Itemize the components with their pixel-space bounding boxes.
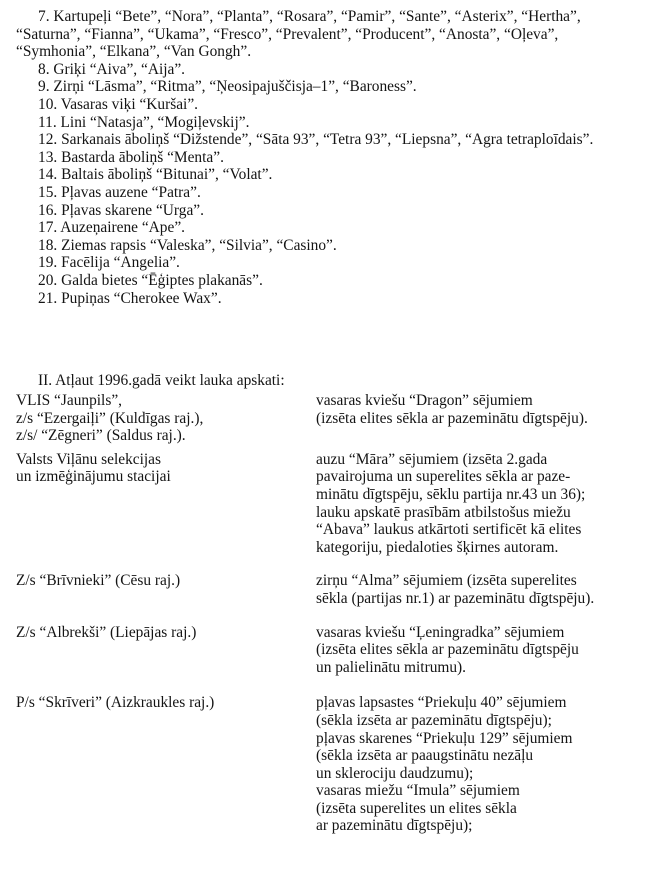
- farm-line: z/s/ “Zēgneri” (Saldus raj.).: [16, 427, 186, 445]
- list-item: 11. Lini “Natasja”, “Mogiļevskij”.: [38, 113, 250, 131]
- crop-line: sēkla (partijas nr.1) ar pazeminātu dīgtspēju).: [316, 589, 595, 607]
- crop-cell: [316, 451, 641, 557]
- crop-cell: [316, 624, 641, 677]
- crop-line: (izsēta elites sēkla ar pazeminātu dīgtspēju).: [316, 409, 588, 427]
- crop-line: auzu “Māra” sējumiem (izsēta 2.gada: [316, 450, 548, 468]
- crop-line: minātu dīgtspēju, sēklu partija nr.43 un 36);: [316, 485, 586, 503]
- crop-line: zirņu “Alma” sējumiem (izsēta superelites: [316, 572, 577, 590]
- list-item: 20. Galda bietes “Ēģiptes plakanās”.: [38, 271, 263, 289]
- farm-line: VLIS “Jaunpils”,: [16, 392, 123, 409]
- list-item: 16. Pļavas skarene “Urga”.: [38, 201, 204, 219]
- crop-line: vasaras kviešu “Ļeningradka” sējumiem: [316, 623, 565, 641]
- crop-line: pavairojuma un superelites sēkla ar paze-: [316, 468, 571, 486]
- crop-line: pļavas lapsastes “Priekuļu 40” sējumiem: [316, 694, 567, 712]
- table-row: [16, 392, 641, 445]
- crop-line: lauku apskatē prasībām atbilstošus miežu: [316, 503, 571, 521]
- table-row: [16, 624, 641, 677]
- farm-cell: [16, 694, 316, 835]
- farm-cell: [16, 572, 316, 607]
- crop-line: ar pazeminātu dīgtspēju);: [316, 817, 473, 835]
- list-item: 7. Kartupeļi “Bete”, “Nora”, “Planta”, “Rosara”, “Pamir”, “Sante”, “Asterix”, “Hertha”, “Saturna”, “Fianna”, “Ukama”, “Fresco”, “Prevalent”, “Producent”, “Anosta”, “Oļeva”, “Symhonia”, “Elkana”, “Van Gongh”.: [16, 8, 581, 61]
- crop-line: (izsēta elites sēkla ar pazeminātu dīgtspēju: [316, 641, 579, 659]
- list-item: 21. Pupiņas “Cherokee Wax”.: [38, 289, 222, 307]
- table-row: [16, 572, 641, 607]
- list-item: 9. Zirņi “Lāsma”, “Ritma”, “Ņeosipajuščisja–1”, “Baroness”.: [38, 78, 417, 96]
- list-item: 10. Vasaras viķi “Kuršai”.: [38, 95, 198, 113]
- farm-cell: [16, 451, 316, 557]
- crop-line: vasaras miežu “Imula” sējumiem: [316, 782, 520, 800]
- farm-cell: [16, 624, 316, 677]
- list-item: 17. Auzeņairene “Ape”.: [38, 219, 185, 237]
- crop-line: vasaras kviešu “Dragon” sējumiem: [316, 392, 533, 409]
- farm-line: z/s “Ezergaiļi” (Kuldīgas raj.),: [16, 409, 204, 427]
- crop-line: un palielinātu mitrumu).: [316, 658, 467, 676]
- crop-line: (izsēta superelites un elites sēkla: [316, 799, 517, 817]
- crop-line: (sēkla izsēta ar pazeminātu dīgtspēju);: [316, 711, 552, 729]
- crop-cell: [316, 392, 641, 445]
- farm-line: Z/s “Albrekši” (Liepājas raj.): [16, 623, 197, 641]
- crop-cell: [316, 694, 641, 835]
- section-title: II. Atļaut 1996.gadā veikt lauka apskati:: [38, 372, 285, 389]
- list-item: 8. Griķi “Aiva”, “Aija”.: [38, 60, 186, 78]
- list-item: 14. Baltais āboliņš “Bitunai”, “Volat”.: [38, 166, 273, 184]
- list-item: 12. Sarkanais āboliņš “Dižstende”, “Sāta 93”, “Tetra 93”, “Liepsna”, “Agra tetraploīdais”.: [38, 131, 594, 149]
- farm-line: un izmēģinājumu stacijai: [16, 468, 171, 486]
- farm-line: P/s “Skrīveri” (Aizkraukles raj.): [16, 694, 215, 712]
- farm-line: Z/s “Brīvnieki” (Cēsu raj.): [16, 572, 181, 590]
- farm-line: Valsts Viļānu selekcijas: [16, 450, 161, 468]
- list-item: 15. Pļavas auzene “Patra”.: [38, 183, 201, 201]
- farm-cell: [16, 392, 316, 445]
- table-row: [16, 694, 641, 835]
- crop-line: un sklerociju daudzumu);: [316, 764, 474, 782]
- crop-line: pļavas skarenes “Priekuļu 129” sējumiem: [316, 729, 573, 747]
- crop-line: kategoriju, piedaloties šķirnes autoram.: [316, 538, 559, 556]
- list-item: 13. Bastarda āboliņš “Menta”.: [38, 148, 224, 166]
- crop-line: “Abava” laukus atkārtoti sertificēt kā elites: [316, 521, 582, 539]
- varieties-list: [0, 8, 645, 307]
- crop-line: (sēkla izsēta ar paaugstinātu nezāļu: [316, 747, 534, 765]
- crop-cell: [316, 572, 641, 607]
- inspection-table: [16, 392, 641, 849]
- list-item: 19. Facēlija “Angelia”.: [38, 254, 180, 272]
- list-item: 18. Ziemas rapsis “Valeska”, “Silvia”, “Casino”.: [38, 236, 337, 254]
- table-row: [16, 451, 641, 557]
